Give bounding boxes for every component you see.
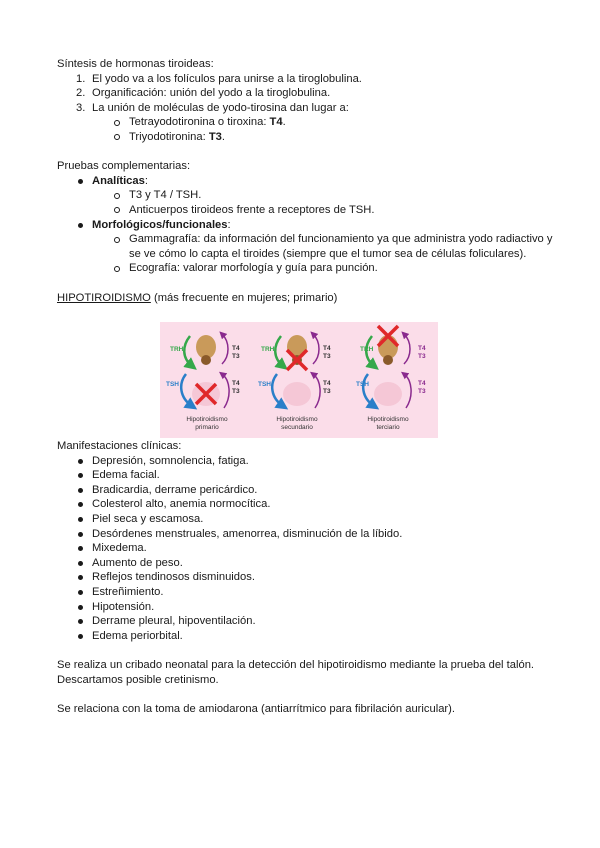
t3-label: T3	[232, 388, 240, 395]
panel-tertiary	[363, 326, 411, 408]
list-item: Hipotensión.	[57, 600, 557, 615]
list-item: Bradicardia, derrame pericárdico.	[57, 483, 557, 498]
tsh-label: TSH	[166, 381, 179, 388]
synthesis-title: Síntesis de hormonas tiroideas:	[57, 58, 214, 70]
list-item: 2. Organificación: unión del yodo a la tiroglobulina.	[76, 87, 331, 100]
hipo-heading: HIPOTIROIDISMO (más frecuente en mujeres; primario)	[57, 291, 338, 304]
synthesis-sublist	[57, 115, 557, 144]
list-item: Colesterol alto, anemia normocítica.	[57, 497, 557, 512]
trh-label: TRH	[170, 346, 184, 353]
t4-label: T4	[323, 380, 331, 387]
list-item: Piel seca y escamosa.	[57, 512, 557, 527]
list-item: Edema periorbital.	[57, 629, 557, 644]
t4-label: T4	[323, 345, 331, 352]
tests-title: Pruebas complementarias:	[57, 160, 191, 173]
paragraph-amiodarona: Se relaciona con la toma de amiodarona (antiarrítmico para fibrilación auricular).	[57, 702, 455, 715]
tests-list	[57, 174, 557, 276]
list-item: Ecografía: valorar morfología y guía para punción.	[57, 261, 557, 276]
list-item: Mixedema.	[57, 541, 557, 556]
thyroid-icon	[374, 382, 402, 406]
caption-secondary: Hipotiroidismo secundario	[276, 416, 318, 431]
t4-label: T4	[418, 345, 426, 352]
list-item: Tetrayodotironina o tiroxina: T4.	[57, 115, 557, 130]
list-item: Derrame pleural, hipoventilación.	[57, 614, 557, 629]
list-item: Desórdenes menstruales, amenorrea, disminución de la líbido.	[57, 527, 557, 542]
t3-label: T3	[232, 353, 240, 360]
hypothyroidism-diagram	[160, 322, 438, 438]
synthesis-steps	[57, 72, 557, 116]
list-item: Triyodotironina: T3.	[57, 130, 557, 145]
caption-tertiary: Hipotiroidismo terciario	[367, 416, 409, 431]
t4-label: T4	[418, 380, 426, 387]
manifest-title: Manifestaciones clínicas:	[57, 440, 182, 453]
list-item: Aumento de peso.	[57, 556, 557, 571]
paragraph-cribado: Se realiza un cribado neonatal para la detección del hipotiroidismo mediante la prueba del talón. Descartamos posible cretinismo.	[57, 659, 535, 686]
list-item: Anticuerpos tiroideos frente a receptores de TSH.	[57, 203, 557, 218]
panel-secondary	[272, 334, 320, 408]
tsh-label: TSH	[258, 381, 271, 388]
trh-label: TRH	[261, 346, 275, 353]
list-item: Depresión, somnolencia, fatiga.	[57, 454, 557, 469]
list-item: Morfológicos/funcionales:	[57, 218, 557, 233]
list-item: Estreñimiento.	[57, 585, 557, 600]
tsh-label: TSH	[356, 381, 369, 388]
list-item: Edema facial.	[57, 468, 557, 483]
list-item: 1. El yodo va a los folículos para unirse a la tiroglobulina.	[76, 72, 362, 85]
t3-label: T3	[323, 388, 331, 395]
list-item: Analíticas:	[57, 174, 557, 189]
thyroid-icon	[283, 382, 311, 406]
caption-primary: Hipotiroidismo primario	[186, 416, 228, 431]
t3-label: T3	[418, 353, 426, 360]
manifest-list	[57, 454, 557, 644]
list-item: T3 y T4 / TSH.	[57, 188, 557, 203]
t4-label: T4	[232, 380, 240, 387]
t3-label: T3	[418, 388, 426, 395]
list-item: Reflejos tendinosos disminuidos.	[57, 570, 557, 585]
t4-label: T4	[232, 345, 240, 352]
panel-primary	[181, 334, 229, 408]
t3-label: T3	[323, 353, 331, 360]
list-item: 3. La unión de moléculas de yodo-tirosina dan lugar a:	[76, 101, 349, 114]
list-item: Gammagrafía: da información del funcionamiento ya que administra yodo radiactivo y se ve cómo lo capta el tiroides (siempre que el tumor sea de células foliculares).	[57, 232, 557, 261]
trh-label: TRH	[360, 346, 374, 353]
